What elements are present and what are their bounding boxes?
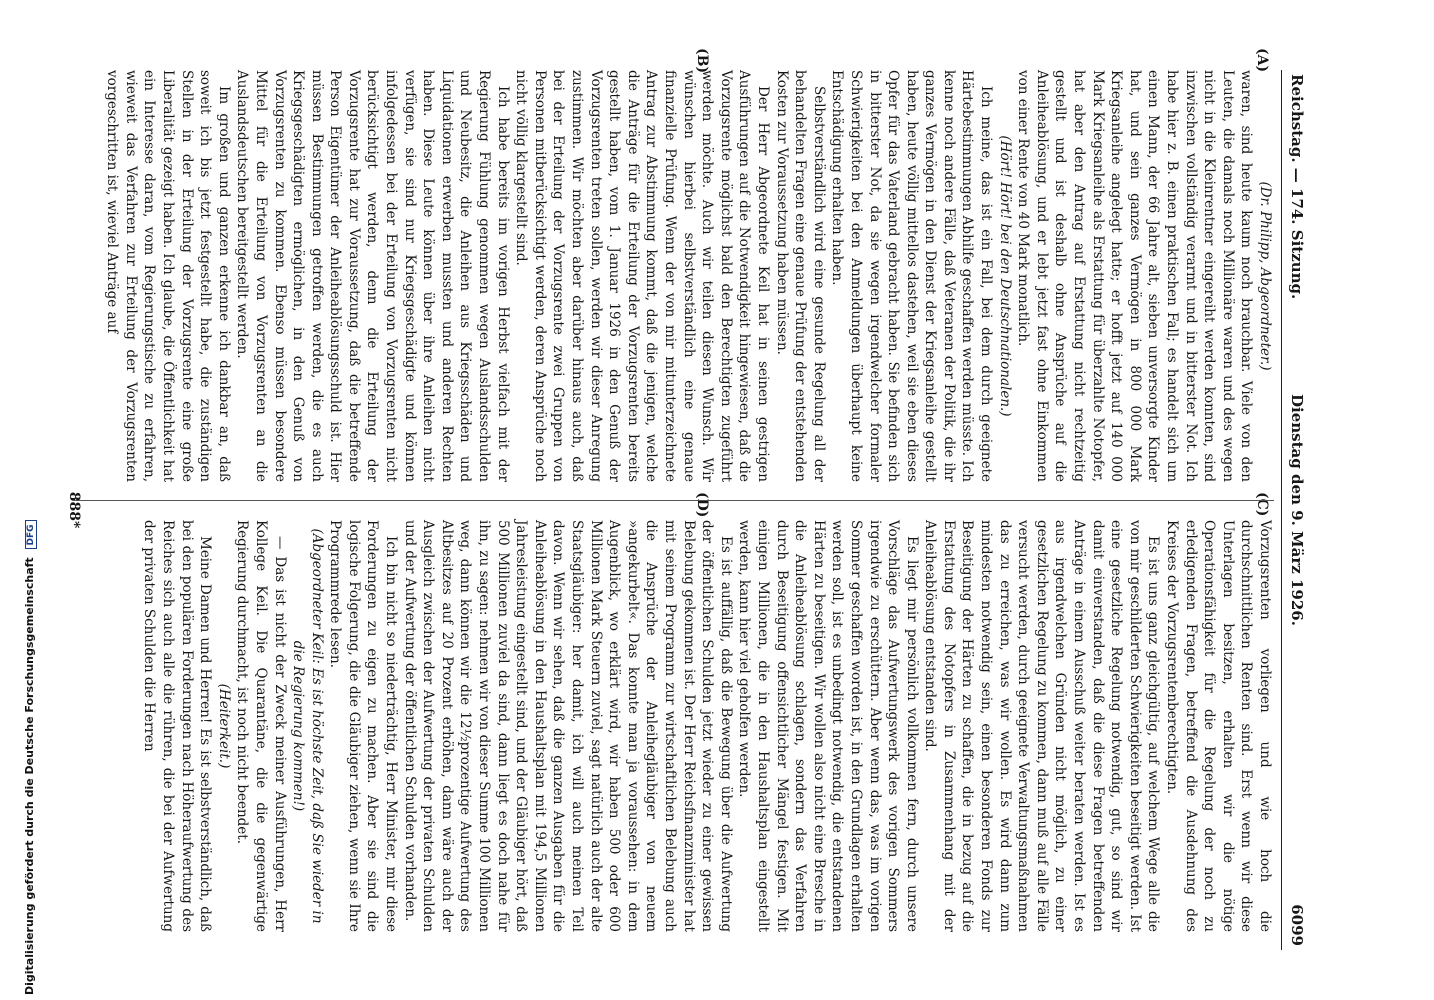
margin-mark-c: (C) — [1254, 492, 1270, 517]
header-session: Reichstag. — 174. Sitzung. — [1288, 74, 1306, 300]
paragraph: Es ist uns ganz gleichgültig, auf welchem Wege alle die von mir geschilderten Schwierigkeiten beseitigt werden. Ist eine gesetzliche Regelung notwendig, gut, so sind wir damit einverstanden, daß die diese Fragen betreffenden Anträge in einem Ausschuß weiter beraten werden. Ist es aus irgendwelchen Gründen nicht möglich, zu einer gesetzlichen Regelung zu kommen, dann muß auf alle Fälle versucht werden, durch geeignete Verwaltungsmaßnahmen das zu erreichen, was wir wollen. Es wird dann zum mindesten notwendig sein, einen besonderen Fonds zur Beseitigung der Härten zu schaffen, die in bezug auf die Erstattung des Notopfers in Zusammenhang mit der Anleiheablösung entstanden sind. — [922, 520, 1162, 932]
interjection: (Heiterkeit.) — [215, 683, 232, 769]
column-divider — [74, 500, 1274, 501]
signature-mark: 888* — [66, 491, 82, 529]
credit-text: Digitalisierung gefördert durch die Deutsche Forschungsgemeinschaft — [23, 557, 36, 995]
interjection: (Abgeordneter Keil: Es ist höchste Zeit, daß Sie wieder in die Regierung kommen!) — [290, 528, 325, 924]
paragraph: Ich meine, das ist ein Fall, bei dem durch geeignete Härtebestimmungen Abhilfe geschaffen werden müsste. Ich kenne noch andere Fälle, daß Veteranen der Politik, die ihr ganzes Vermögen in den Dienst der Kriegsanleihe gestellt haben, heute völlig mittellos dastehen, weil sie eben dieses Opfer für das Vaterland gebracht haben. Sie befinden sich in bitterster Not, da sie wegen irgendwelcher formaler Schwierigkeiten bei den Anmeldungen überhaupt keine Entschädigung erhalten haben. — [829, 70, 995, 482]
rotated-page-content — [60, 48, 1310, 950]
paragraph: — Das ist nicht der Zweck meiner Ausführungen, Herr Kollege Keil. Die Quarantäne, die die gegenwärtige Regierung durchmacht, ist noch nicht beendet. — [234, 520, 288, 932]
speaker-line: (Dr. Philipp, Abgeordneter.) — [1257, 181, 1273, 371]
text-column-left — [74, 70, 1274, 482]
dfg-logo: DFG — [25, 520, 37, 549]
interjection: (Hört! Hört! bei den Deutschnationalen.) — [996, 135, 1013, 417]
paragraph: Es liegt mir persönlich vollkommen fern, durch unsere Vorschläge das Aufwertungswerk des vorigen Sommers irgendwie zu erschüttern. Aber wenn das, was im vorigen Sommer geschaffen worden ist, in den Grundlagen erhalten werden soll, ist es unbedingt notwendig, die entstandenen Härten zu beseitigen. Wir wollen also nicht eine Bresche in die Anleiheablösung schlagen, sondern das Verfahren durch Beseitigung offensichtlicher Mängel festigen. Mit einigen Millionen, die in den Haushaltsplan eingestellt werden, kann hier viel geholfen werden. — [736, 520, 920, 932]
paragraph: Meine Damen und Herren! Es ist selbstverständlich, daß bei den populären Forderungen nach Höheraufwertung des Reiches sich auch alle die rühren, die bei der Aufwertung der privaten Schulden die Herren — [141, 520, 214, 932]
header-date: Dienstag den 9. März 1926. — [1288, 394, 1306, 626]
paragraph: Im großen und ganzen erkenne ich dankbar an, daß soweit ich bis jetzt festgestellt habe, die zuständigen Stellen in der Erteilung der Vorzugsrente eine große Liberalität gezeigt haben. Ich glaube, die Öffentlichkeit hat ein Interesse daran, vom Regierungstische zu erfahren, wieweit das Verfahren zur Erteilung der Vorzugsrenten vorgeschritten ist, wieviel Anträge auf — [104, 70, 232, 482]
digitization-credit — [0, 0, 36, 1000]
paragraph: Der Herr Abgeordnete Keil hat in seinen gestrigen Ausführungen auf die Notwendigkeit hingewiesen, daß die Vorzugsrente möglichst bald den Berechtigten zugeführt werden möchte. Auch wir teilen diesen Wunsch. Wir wünschen hierbei selbstverständlich eine genaue finanzielle Prüfung. Wenn der von mir mitunterzeichnete Antrag zur Abstimmung kommt, daß die jenigen, welche die Anträge für die Erteilung der Vorzugsrenten bereits gestellt haben, vom 1. Januar 1926 in den Genuß der Vorzugsrenten treten sollen, werden wir dieser Anregung zustimmen. Wir möchten aber darüber hinaus auch, daß bei der Erteilung der Vorzugsrente zwei Gruppen von Personen mitberücksichtigt werden, deren Ansprüche noch nicht völlig klargestellt sind. — [513, 70, 771, 482]
header-page-number: 6099 — [1288, 904, 1306, 946]
paragraph: Selbstverständlich wird eine gesunde Regelung all der behandelten Fragen eine genaue Prüfung der entstehenden Kosten zur Voraussetzung haben müssen. — [773, 70, 827, 482]
text-column-right — [74, 520, 1274, 932]
margin-mark-a: (A) — [1254, 48, 1270, 73]
paragraph: Ich bin nicht so niederträchtig, Herr Minister, mir diese Forderungen zu eigen zu machen. Aber sie sind die logische Folgerung, die die Gläubiger ziehen, wenn sie Ihre Programmrede lesen. — [327, 520, 400, 932]
margin-mark-d: (D) — [694, 492, 710, 518]
paragraph: waren, sind heute kaum noch brauchbar. Viele von den Leuten, die damals noch Millionäre waren und des wegen nicht in die Kleinrentner eingereiht werden konnten, sind inzwischen vollständig verarmt und in bitterster Not. Ich habe hier z. B. einen praktischen Fall; es handelt sich um einen Mann, der 66 Jahre alt, sieben unversorgte Kinder hat, und sein ganzes Vermögen in 800 000 Mark Kriegsanleihe angelegt hatte; er hofft jetzt auf 140 000 Mark Kriegsanleihe als Erstattung für überzahlte Notopfer, hat aber den Antrag auf Erstattung nicht rechtzeitig gestellt und ist deshalb ohne Ansprüche auf die Anleiheablösung, und er lebt jetzt fast ohne Einkommen von einer Rente von 40 Mark monatlich. — [1015, 70, 1255, 482]
margin-mark-b: (B) — [694, 48, 710, 74]
running-header — [1281, 70, 1310, 950]
page-area — [60, 48, 1310, 950]
paragraph: Es ist auffällig, daß die Bewegung über die Aufwertung der öffentlichen Schulden jetzt wieder zu einer gewissen Belebung gekommen ist. Der Herr Reichsfinanzminister hat mit seinem Programm zur wirtschaftlichen Belebung auch die Ansprüche der Anleihegläubiger von neuem »angekurbelt«. Das konnte man ja voraussehen: in dem Augenblick, wo erklärt wird, wir haben 500 oder 600 Millionen Mark Steuern zuviel, sagt natürlich auch der alte Staatsgläubiger: her damit, ich will auch meinen Teil davon. Wenn wir sehen, daß die ganzen Ausgaben für die Anleiheablösung in den Haushaltsplan mit 194,5 Millionen Jahresleistung eingestellt sind, und der Gläubiger hört, daß 500 Millionen zuviel da sind, dann liegt es doch nahe für ihn, zu sagen: nehmen wir von dieser Summe 100 Millionen weg, dann können wir die 12½prozentige Aufwertung des Altbesitzes auf 20 Prozent erhöhen, dann wäre auch der Ausgleich zwischen der Aufwertung der privaten Schulden und der Aufwertung der öffentlichen Schulden vorhanden. — [401, 520, 734, 932]
paragraph: Vorzugsrenten vorliegen und wie hoch die durchschnittlichen Renten sind. Erst wenn wir diese Unterlagen besitzen, erhalten wir die nötige Operationsfähigkeit für die Regelung der noch zu erledigenden Fragen, betreffend die Ausdehnung des Kreises der Vorzugsrentenberechtigten. — [1164, 520, 1273, 932]
paragraph: Ich habe bereits im vorigen Herbst vielfach mit der Regierung Fühlung genommen wegen Auslandsschulden und Neubesitz, die Anleihen aus Kriegsschäden und Liquidationen erwerben mussten und anderen Rechten haben. Diese Leute können über ihre Anleihen nicht verfügen, sie sind nur Kriegsgeschädigte und können infolgedessen bei der Erteilung von Vorzugsrenten nicht berücksichtigt werden, denn die Erteilung der Vorzugsrente hat zur Voraussetzung, daß die betreffende Person Eigentümer der Anleiheablösungsschuld ist. Hier müssen Bestimmungen getroffen werden, die es auch Kriegsgeschädigten ermöglichen, in den Genuß von Vorzugsrenten zu kommen. Ebenso müssen besondere Mittel für die Erteilung von Vorzugsrenten an die Auslandsdeutschen bereitgestellt werden. — [234, 70, 511, 482]
